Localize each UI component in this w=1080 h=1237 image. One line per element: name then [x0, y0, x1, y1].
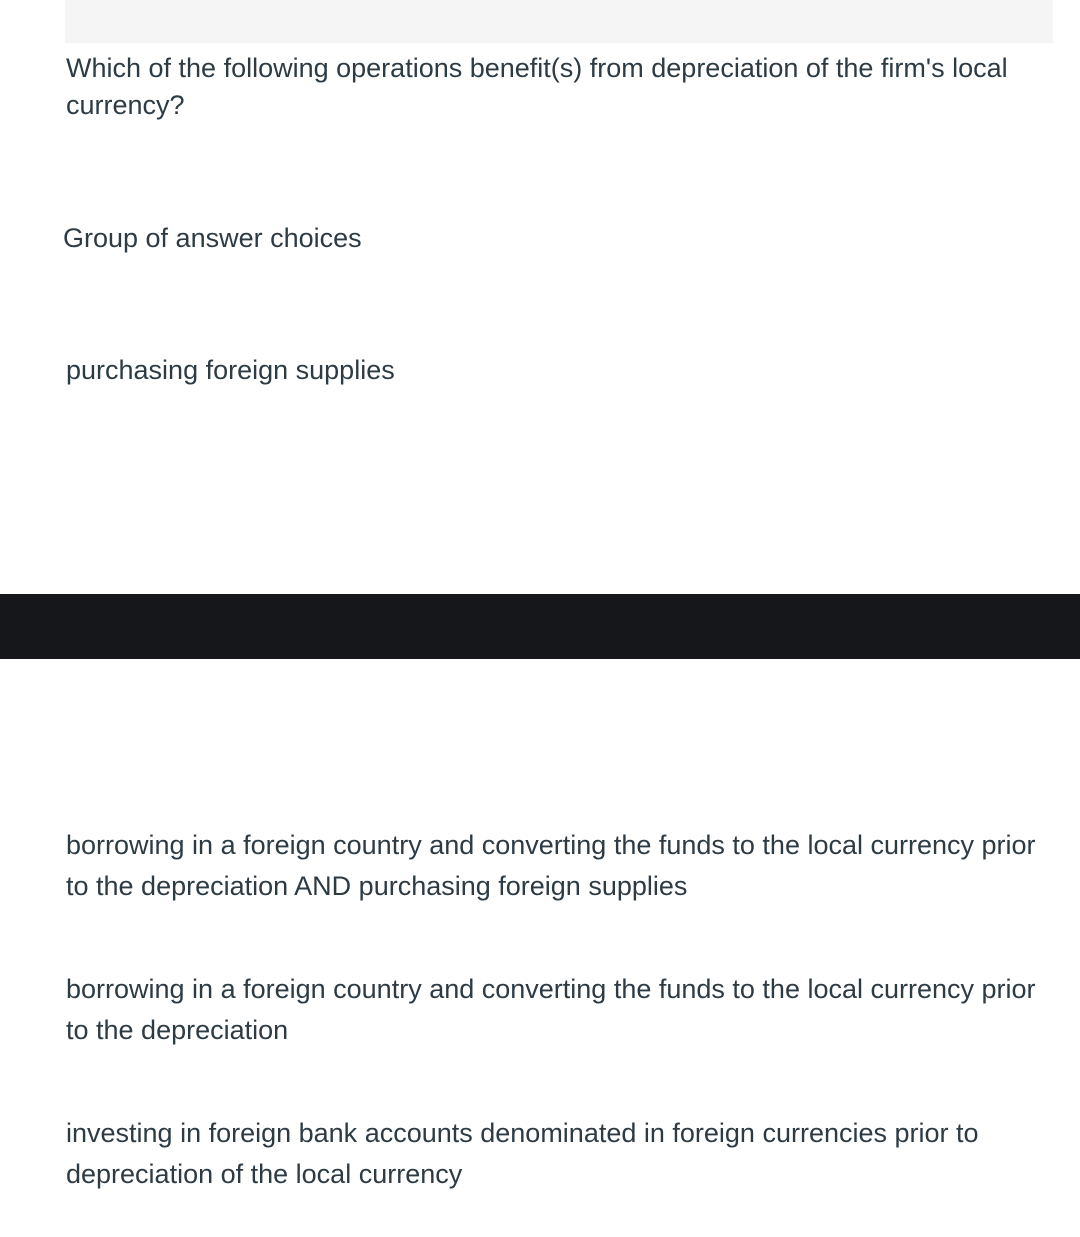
- redacted-band: [0, 594, 1080, 659]
- question-text: Which of the following operations benefit(s) from depreciation of the firm's local currency?: [66, 53, 1008, 120]
- answer-choice[interactable]: borrowing in a foreign country and converting the funds to the local currency prior to the depreciation AND purchasing foreign supplies: [66, 830, 1036, 901]
- answer-choice[interactable]: investing in foreign bank accounts denominated in foreign currencies prior to depreciation of the local currency: [66, 1118, 979, 1189]
- answer-choice[interactable]: purchasing foreign supplies: [66, 355, 395, 385]
- answer-group-label: Group of answer choices: [63, 223, 362, 253]
- answer-choice[interactable]: borrowing in a foreign country and converting the funds to the local currency prior to the depreciation: [66, 974, 1036, 1045]
- question-header-bar: [65, 0, 1053, 43]
